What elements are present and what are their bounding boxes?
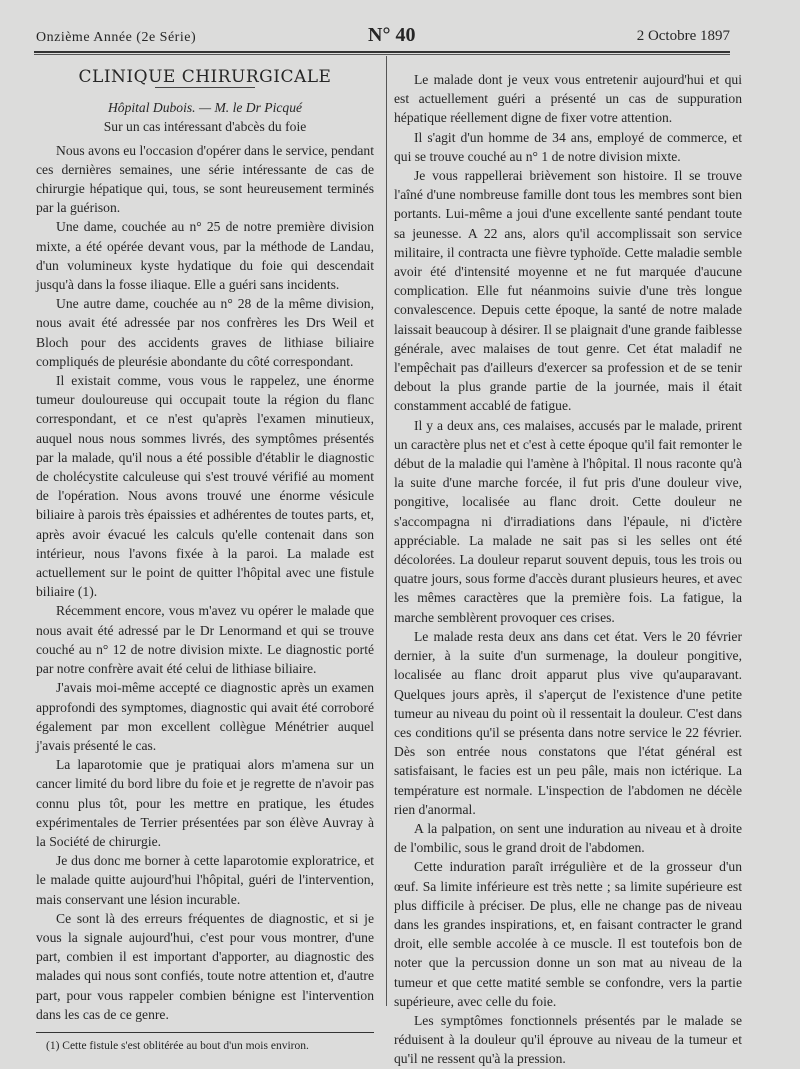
paragraph: Il s'agit d'un homme de 34 ans, employé de commerce, et qui se trouve couché au n° 1 de notre division mixte. [394,129,742,164]
header-issue: Onzième Année (2e Série) [36,30,197,45]
paragraph: Il existait comme, vous vous le rappelez, une énorme tumeur douloureuse qui occupait toute la région du flanc correspondant, et ce n'est qu'après l'examen minutieux, auquel nous nous sommes livrés, des symptômes présentés par la malade, qu'il nous a été possible d'établir le diagnostic de cholécystite calculeuse qui s'est trouvé vérifié au moment de l'opération. Nous avons trouvé une énorme vésicule biliaire à parois très épaissies et adhérentes de toutes parts, et, après avoir évacué les calculs qu'elle contenait dans son intérieur, nous l'avons fixée à la paroi. La malade est actuellement sur le point de quitter l'hôpital avec une fistule biliaire (1). [36,373,374,600]
paragraph: Je vous rappellerai brièvement son histoire. Il se trouve l'aîné d'une nombreuse famille dont tous les membres sont bien portants. Lui-même a joui d'une excellente santé pendant toute sa jeunesse. A 22 ans, alors qu'il accomplissait son service militaire, il contracta une fièvre typhoïde. Cette maladie semble avoir été d'intensité moyenne et ne fut marquée d'aucune complication. Elle fut néanmoins suivie d'une très longue convalescence. Depuis cette époque, la santé de notre malade laissait beaucoup à désirer. Il se plaignait d'une grande faiblesse générale, avec malaises de tout genre. Cet état maladif ne l'empêchait pas d'ailleurs d'exercer sa profession et de se tenir debout la plus grande partie de la journée, mais il était constamment accablé de fatigue. [394,168,742,414]
paragraph: Il y a deux ans, ces malaises, accusés par le malade, prirent un caractère plus net et c'est à cette époque qu'il fait remonter le début de la maladie qui l'amène à l'hôpital. Il nous raconte qu'à la suite d'une marche forcée, il fut pris d'une douleur vive, pongitive, localisée au flanc droit. Cette douleur ne s'accompagna ni d'irradiations dans l'épaule, ni d'ictère appréciable. La malade ne sait pas si les selles ont été décolorées. La douleur reparut souvent depuis, tous les trois ou quatre jours, sous forme d'accès durant plusieurs heures, et avec les mêmes caractères que la première fois. La fatigue, la marche semblèrent provoquer ces crises. [394,417,742,625]
footnote-rule [36,1032,374,1033]
paragraph: Nous avons eu l'occasion d'opérer dans le service, pendant ces dernières semaines, une série intéressante de cas de chirurgie hépatique qui, tous, se sont heureusement terminés par la guérison. [36,142,374,216]
paragraph: La laparotomie que je pratiquai alors m'amena sur un cancer limité du bord libre du foie et je regrette de n'avoir pas connu plus tôt, pour les mettre en pratique, les études expérimentales de Terrier présentées par son élève Auvray à la Société de chirurgie. [36,757,374,849]
header-date: 2 Octobre 1897 [636,28,730,44]
footnote: (1) Cette fistule s'est oblitérée au bout d'un mois environ. [46,1039,309,1052]
paragraph: Une autre dame, couchée au n° 28 de la même division, nous avait été adressée par nos confrères les Drs Weil et Bloch pour des accidents graves de lithiase biliaire compliqués de pleurésie abondante du côté correspondant. [36,296,374,369]
header-rule-thin [34,54,730,55]
paragraph: Le malade resta deux ans dans cet état. Vers le 20 février dernier, à la suite d'un surmenage, la douleur pongitive, localisée au flanc droit apparut plus vive qu'auparavant. Quelques jours après, il s'aperçut de l'existence d'une petite tumeur au niveau du point où il ressentait la douleur. C'est dans ces conditions qu'il se présenta dans notre service le 22 février. Dès son entrée nous constatons que l'état général est satisfaisant, le facies est un peu pâle, mais non ictérique. La température est normale. L'inspection de l'abdomen ne décèle rien d'anormal. [394,628,742,817]
header-number: N° 40 [368,24,416,46]
page-header [36,24,730,50]
article-title: CLINIQUE CHIRURGICALE [78,67,332,87]
left-column [36,68,374,1054]
column-divider [386,56,387,1006]
paragraph: Le malade dont je veux vous entretenir aujourd'hui et qui est actuellement guéri a présenté un cas de suppuration hépatique réellement digne de fixer votre attention. [394,72,742,126]
paragraph: Récemment encore, vous m'avez vu opérer le malade que nous avait été adressé par le Dr Lenormand et qui se trouve couché au n° 12 de notre division mixte. Le diagnostic porté par notre confrère avait été celui de lithiase biliaire. [36,603,374,677]
article-byline: Hôpital Dubois. — M. le Dr Picqué [107,100,303,116]
right-column [394,70,742,1069]
paragraph: Je dus donc me borner à cette laparotomie exploratrice, et le malade quitte aujourd'hui l'hôpital, guéri de l'intervention, mais conservant une lésion incurable. [36,853,374,907]
paragraph: Ce sont là des erreurs fréquentes de diagnostic, et si je vous la signale aujourd'hui, c'est pour vous montrer, d'une part, combien il est important d'apporter, au diagnostic des malades qui nous sont confiés, toute notre attention et, d'autre part, pour vous rappeler combien bénigne est l'intervention dans les cas de ce genre. [36,910,374,1022]
paragraph: Une dame, couchée au n° 25 de notre première division mixte, a été opérée devant vous, par la méthode de Landau, d'un volumineux kyste hydatique du foie qui descendait jusqu'à dans la fosse iliaque. Elle a guéri sans incidents. [36,219,374,293]
paragraph: Cette induration paraît irrégulière et de la grosseur d'un œuf. Sa limite inférieure est très nette ; sa limite supérieure est plus difficile à préciser. De plus, elle ne change pas de niveau dans les grandes inspirations, et, en faisant contracter le grand droit, elle semble accolée à ce muscle. Il est toutefois bon de noter que la percussion donne un son mat au niveau de la tumeur et que cette matité semble se confondre, vers la partie supérieure, avec celle du foie. [394,859,742,1009]
paragraph: Les symptômes fonctionnels présentés par le malade se réduisent à la douleur qu'il éprouve au niveau de la tumeur et qu'il ne ressent qu'à la pression. [394,1012,742,1067]
header-rule [34,51,730,53]
paragraph: A la palpation, on sent une induration au niveau et à droite de l'ombilic, sous le grand droit de l'abdomen. [394,820,742,856]
title-rule [155,87,255,88]
paragraph: J'avais moi-même accepté ce diagnostic après un examen approfondi des symptomes, diagnostic qui avait été corroboré également par mon excellent collègue Ménétrier auquel j'avais présenté le cas. [36,680,374,753]
article-subhead: Sur un cas intéressant d'abcès du foie [103,119,307,135]
